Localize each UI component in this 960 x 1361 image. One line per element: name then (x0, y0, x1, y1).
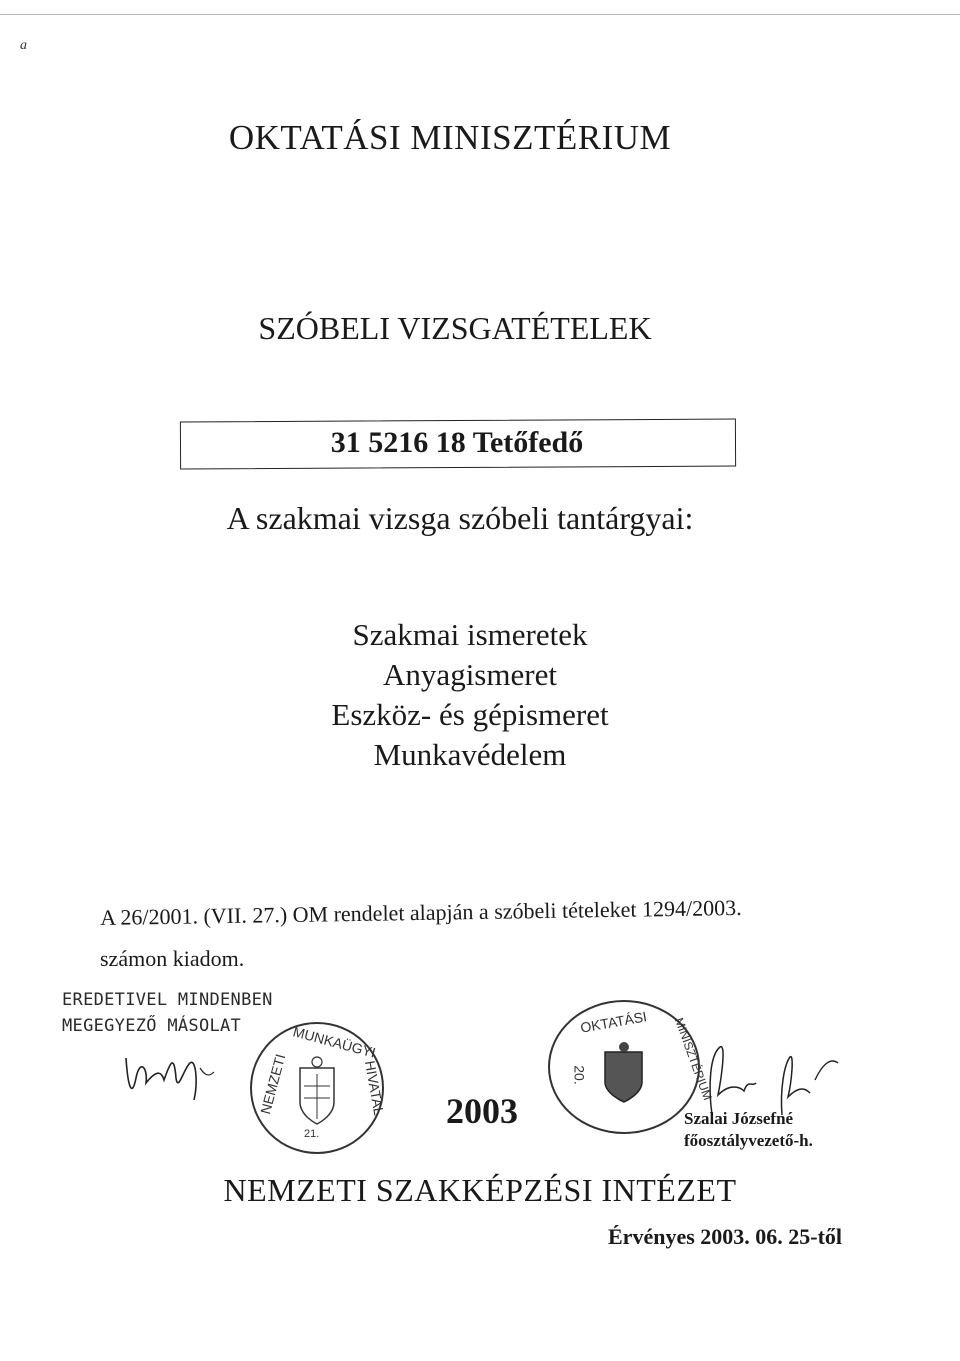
subjects-heading: A szakmai vizsga szóbeli tantárgyai: (226, 500, 694, 536)
certification-line: MEGEGYEZŐ MÁSOLAT (62, 1016, 242, 1036)
signature-1 (118, 1038, 228, 1108)
certification-stamp (62, 987, 273, 1039)
year: 2003 (446, 1091, 518, 1131)
seal1-top-text: MUNKAÜGYI (291, 1023, 378, 1061)
subjects-list (0, 615, 940, 775)
ministry-title: OKTATÁSI MINISZTÉRIUM (228, 118, 672, 157)
certification-line: EREDETIVEL MINDENBEN (62, 990, 273, 1010)
decree-line-2: számon kiadom. (100, 946, 245, 971)
seal1-bottom-text: 21. (304, 1128, 320, 1140)
seal2-right-text: MINISZTÉRIUM (671, 1015, 715, 1103)
subject-item: Eszköz- és gépismeret (331, 697, 609, 732)
signer-title: főosztályvezető-h. (684, 1131, 813, 1150)
subject-item: Szakmai ismeretek (352, 617, 588, 652)
signer-block (684, 1108, 813, 1152)
validity-date: Érvényes 2003. 06. 25-től (608, 1224, 843, 1249)
corner-mark: a (20, 38, 27, 53)
munkaugyi-seal (250, 1022, 388, 1154)
decree-line-1: A 26/2001. (VII. 27.) OM rendelet alapján a szóbeli tételeket 1294/2003. (100, 894, 742, 930)
oktatasi-seal (548, 1000, 715, 1134)
institute-name: NEMZETI SZAKKÉPZÉSI INTÉZET (223, 1172, 737, 1208)
qualification-code: 31 5216 18 Tetőfedő (330, 426, 584, 459)
subject-item: Munkavédelem (373, 737, 567, 772)
seal1-right-text: HIVATAL (361, 1059, 388, 1117)
seal1-left-text: NEMZETI (257, 1052, 289, 1116)
signer-name: Szalai Józsefné (684, 1109, 794, 1128)
subject-item: Anyagismeret (383, 657, 557, 692)
exam-title: SZÓBELI VIZSGATÉTELEK (258, 310, 652, 346)
top-scan-line (0, 14, 960, 15)
seal2-top-text: OKTATÁSI (579, 1008, 649, 1036)
seal2-number: 20. (571, 1065, 588, 1085)
